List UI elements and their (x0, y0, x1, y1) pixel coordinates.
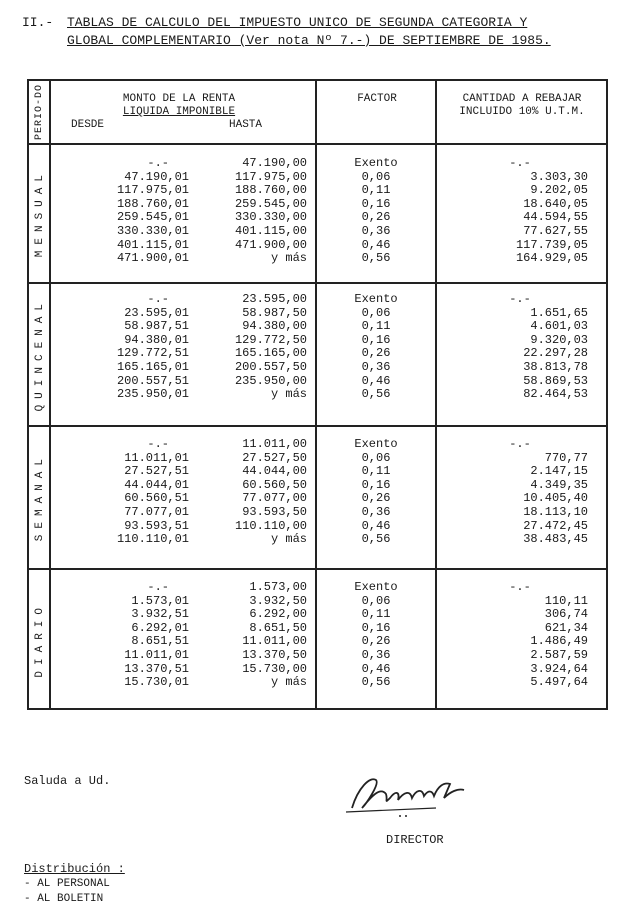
factor-cell: 0,16 (361, 332, 391, 347)
desde-cell: 44.044,01 (124, 477, 189, 492)
desde-cell: 117.975,01 (116, 183, 189, 198)
cantidad-cell: 82.464,53 (523, 387, 588, 402)
table-row (51, 388, 606, 401)
table-row (51, 649, 606, 662)
factor-cell: 0,06 (361, 450, 391, 465)
cantidad-header-line-2: INCLUIDO 10% U.T.M. (459, 106, 585, 118)
table-row (51, 452, 606, 465)
desde-cell: 129.772,51 (116, 346, 189, 361)
desde-cell: 259.545,01 (116, 210, 189, 225)
hasta-cell: 110.110,00 (234, 518, 307, 533)
desde-cell: 235.950,01 (116, 387, 189, 402)
factor-cell: 0,26 (361, 491, 391, 506)
hasta-cell: 23.595,00 (242, 292, 307, 306)
cantidad-cell: 38.483,45 (523, 532, 588, 547)
factor-cell: 0,11 (361, 319, 391, 334)
hasta-cell: 3.932,50 (249, 593, 307, 608)
factor-cell: 0,11 (361, 607, 391, 622)
factor-cell: 0,06 (361, 593, 391, 608)
desde-cell: -.- (147, 292, 169, 306)
desde-cell: 3.932,51 (131, 607, 189, 622)
hasta-cell: 330.330,00 (234, 210, 307, 225)
desde-cell: -.- (147, 580, 169, 594)
section-label-semanal: SEMANAL (34, 453, 46, 542)
hasta-cell: 1.573,00 (249, 580, 307, 594)
factor-cell: 0,46 (361, 518, 391, 533)
section-label-diario: DIARIO (34, 602, 46, 678)
table-row (51, 184, 606, 197)
factor-cell: Exento (354, 292, 398, 306)
hasta-cell: 188.760,00 (234, 183, 307, 198)
desde-cell: 471.900,01 (116, 251, 189, 266)
factor-cell: 0,11 (361, 183, 391, 198)
section-label-cell (29, 570, 51, 710)
cantidad-cell: 4.601,03 (530, 319, 588, 334)
desde-cell: 60.560,51 (124, 491, 189, 506)
distribucion-item: - AL PERSONAL (24, 878, 110, 890)
cantidad-cell: 77.627,55 (523, 224, 588, 238)
table-row (51, 171, 606, 184)
desde-cell: 11.011,01 (124, 648, 189, 662)
factor-cell: 0,56 (361, 387, 391, 402)
factor-cell: 0,06 (361, 169, 391, 184)
row-divider (29, 282, 606, 284)
section-label-mensual: MENSUAL (34, 169, 46, 258)
table-row (51, 334, 606, 347)
hasta-cell: 117.975,00 (234, 169, 307, 184)
table-row (51, 239, 606, 252)
table-row (51, 608, 606, 621)
hasta-cell: y más (270, 387, 307, 402)
hasta-cell: 11.011,00 (242, 437, 307, 451)
table-row (51, 347, 606, 360)
desde-cell: 165.165,01 (116, 360, 189, 374)
desde-cell: 200.557,51 (116, 373, 189, 388)
table-row (51, 375, 606, 388)
factor-cell: 0,16 (361, 477, 391, 492)
table-row (51, 465, 606, 478)
heading-line-2: GLOBAL COMPLEMENTARIO (Ver nota Nº 7.-) DE SEPTIEMBRE DE 1985. (67, 33, 551, 48)
table-row (51, 520, 606, 533)
cantidad-cell: 10.405,40 (523, 491, 588, 506)
factor-cell: 0,36 (361, 360, 391, 374)
row-divider (29, 568, 606, 570)
factor-cell: Exento (354, 580, 398, 594)
cantidad-cell: 2.587,59 (530, 648, 588, 662)
desde-cell: 27.527,51 (124, 464, 189, 479)
distribucion-label: Distribución : (24, 862, 125, 876)
cantidad-cell: -.- (509, 292, 531, 306)
hasta-cell: 44.044,00 (242, 464, 307, 479)
cantidad-cell: 2.147,15 (530, 464, 588, 479)
factor-cell: 0,11 (361, 464, 391, 479)
monto-header-line-1: MONTO DE LA RENTA (122, 93, 236, 105)
hasta-cell: 15.730,00 (242, 661, 307, 676)
factor-cell: 0,36 (361, 505, 391, 519)
hasta-cell: 13.370,50 (242, 648, 307, 662)
closing-greeting: Saluda a Ud. (24, 774, 111, 788)
cantidad-cell: 22.297,28 (523, 346, 588, 361)
desde-cell: -.- (147, 437, 169, 451)
cantidad-header-line-1: CANTIDAD A REBAJAR (462, 93, 582, 105)
periodo-header: PERIO-DO (34, 83, 45, 140)
row-divider (29, 425, 606, 427)
desde-cell: 23.595,01 (124, 305, 189, 320)
desde-cell: 93.593,51 (124, 518, 189, 533)
desde-cell: 15.730,01 (124, 675, 189, 690)
hasta-cell: 60.560,50 (242, 477, 307, 492)
desde-cell: 330.330,01 (116, 224, 189, 238)
monto-header-line-2: LIQUIDA IMPONIBLE (122, 106, 236, 118)
cantidad-cell: 58.869,53 (523, 373, 588, 388)
cantidad-cell: -.- (509, 437, 531, 451)
hasta-cell: 401.115,00 (234, 224, 307, 238)
desde-header: DESDE (71, 119, 105, 131)
cantidad-cell: -.- (509, 580, 531, 594)
cantidad-cell: 3.303,30 (530, 169, 588, 184)
table-row (51, 595, 606, 608)
cantidad-cell: 164.929,05 (515, 251, 588, 266)
desde-cell: 47.190,01 (124, 169, 189, 184)
row-divider (29, 143, 606, 145)
section-label-cell (29, 427, 51, 568)
cantidad-cell: 38.813,78 (523, 360, 588, 374)
factor-header: FACTOR (357, 93, 397, 105)
table-row (51, 479, 606, 492)
cantidad-cell: 3.924,64 (530, 661, 588, 676)
table-row (51, 361, 606, 374)
hasta-cell: 11.011,00 (242, 634, 307, 649)
factor-cell: 0,56 (361, 532, 391, 547)
hasta-cell: 165.165,00 (234, 346, 307, 361)
desde-cell: 6.292,01 (131, 620, 189, 635)
desde-cell: -.- (147, 156, 169, 170)
factor-cell: 0,36 (361, 648, 391, 662)
desde-cell: 11.011,01 (124, 450, 189, 465)
section-label-cell (29, 145, 51, 282)
heading-number: II.- (22, 15, 54, 30)
cantidad-cell: 5.497,64 (530, 675, 588, 690)
hasta-cell: 47.190,00 (242, 156, 307, 170)
factor-cell: 0,46 (361, 373, 391, 388)
table-row (51, 506, 606, 519)
cantidad-cell: 306,74 (544, 607, 588, 622)
table-row (51, 663, 606, 676)
table-row (51, 581, 606, 594)
hasta-cell: 8.651,50 (249, 620, 307, 635)
factor-cell: 0,16 (361, 620, 391, 635)
hasta-cell: 77.077,00 (242, 491, 307, 506)
cantidad-cell: 1.486,49 (530, 634, 588, 649)
factor-cell: 0,56 (361, 675, 391, 690)
factor-cell: 0,26 (361, 210, 391, 225)
hasta-cell: 129.772,50 (234, 332, 307, 347)
hasta-cell: 94.380,00 (242, 319, 307, 334)
table-row (51, 157, 606, 170)
table-row (51, 307, 606, 320)
cantidad-cell: 621,34 (544, 620, 588, 635)
hasta-cell: 6.292,00 (249, 607, 307, 622)
table-row (51, 225, 606, 238)
cantidad-cell: 770,77 (544, 450, 588, 465)
table-row (51, 438, 606, 451)
desde-cell: 13.370,51 (124, 661, 189, 676)
desde-cell: 8.651,51 (131, 634, 189, 649)
table-row (51, 252, 606, 265)
table-row (51, 676, 606, 689)
factor-cell: 0,26 (361, 346, 391, 361)
factor-cell: 0,06 (361, 305, 391, 320)
hasta-cell: 471.900,00 (234, 237, 307, 252)
table-row (51, 635, 606, 648)
factor-cell: 0,16 (361, 196, 391, 211)
table-row (51, 211, 606, 224)
cantidad-cell: 117.739,05 (515, 237, 588, 252)
heading-line-1: TABLAS DE CALCULO DEL IMPUESTO UNICO DE SEGUNDA CATEGORIA Y (67, 15, 528, 30)
table-row (51, 622, 606, 635)
factor-cell: Exento (354, 437, 398, 451)
hasta-cell: 200.557,50 (234, 360, 307, 374)
desde-cell: 77.077,01 (124, 505, 189, 519)
factor-cell: 0,46 (361, 661, 391, 676)
cantidad-cell: 4.349,35 (530, 477, 588, 492)
cantidad-cell: -.- (509, 156, 531, 170)
hasta-cell: y más (270, 251, 307, 266)
cantidad-cell: 18.113,10 (523, 505, 588, 519)
table-row (51, 492, 606, 505)
periodo-header-cell (29, 81, 51, 143)
table-row (51, 293, 606, 306)
cantidad-cell: 9.320,03 (530, 332, 588, 347)
cantidad-cell: 27.472,45 (523, 518, 588, 533)
table-row (51, 320, 606, 333)
hasta-cell: 27.527,50 (242, 450, 307, 465)
cantidad-cell: 18.640,05 (523, 196, 588, 211)
factor-cell: 0,36 (361, 224, 391, 238)
desde-cell: 1.573,01 (131, 593, 189, 608)
hasta-cell: y más (270, 675, 307, 690)
desde-cell: 58.987,51 (124, 319, 189, 334)
hasta-cell: 58.987,50 (242, 305, 307, 320)
table-row (51, 198, 606, 211)
hasta-header: HASTA (229, 119, 263, 131)
desde-cell: 188.760,01 (116, 196, 189, 211)
section-label-cell (29, 284, 51, 425)
hasta-cell: 93.593,50 (242, 505, 307, 519)
section-label-quincenal: QUINCENAL (34, 297, 46, 412)
factor-cell: 0,26 (361, 634, 391, 649)
factor-cell: Exento (354, 156, 398, 170)
factor-cell: 0,46 (361, 237, 391, 252)
cantidad-cell: 1.651,65 (530, 305, 588, 320)
desde-cell: 94.380,01 (124, 332, 189, 347)
cantidad-cell: 110,11 (544, 593, 588, 608)
cantidad-cell: 9.202,05 (530, 183, 588, 198)
director-signature (340, 768, 480, 818)
hasta-cell: y más (270, 532, 307, 547)
distribucion-item: - AL BOLETIN (24, 893, 104, 905)
director-title: DIRECTOR (386, 833, 444, 847)
table-row (51, 533, 606, 546)
tax-table (27, 79, 608, 710)
hasta-cell: 235.950,00 (234, 373, 307, 388)
desde-cell: 110.110,01 (116, 532, 189, 547)
factor-cell: 0,56 (361, 251, 391, 266)
cantidad-cell: 44.594,55 (523, 210, 588, 225)
hasta-cell: 259.545,00 (234, 196, 307, 211)
desde-cell: 401.115,01 (116, 237, 189, 252)
